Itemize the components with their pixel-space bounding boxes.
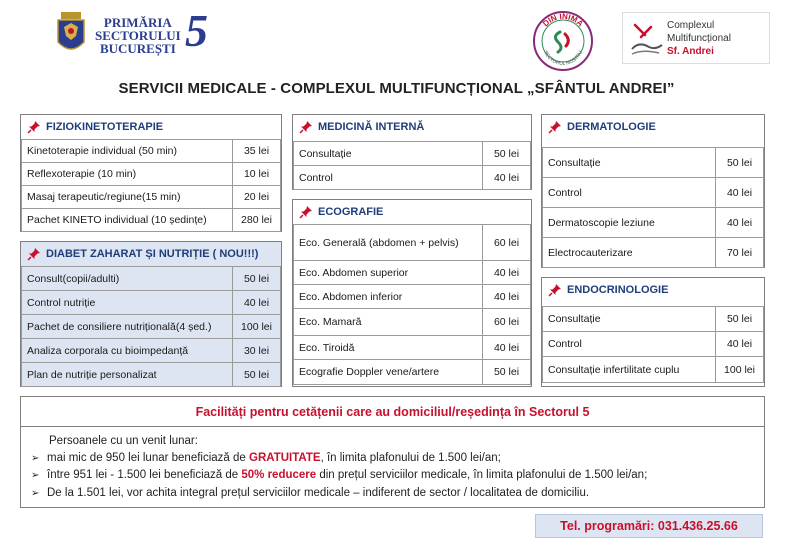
pushpin-icon bbox=[27, 120, 41, 134]
service-price: 50 lei bbox=[483, 360, 531, 385]
table-row bbox=[294, 309, 531, 336]
service-price: 40 lei bbox=[716, 178, 764, 208]
complex-logo-line3: Sf. Andrei bbox=[667, 46, 714, 57]
table-row bbox=[22, 267, 281, 291]
service-price: 100 lei bbox=[716, 357, 764, 383]
service-name: Eco. Mamară bbox=[294, 309, 483, 336]
service-price: 40 lei bbox=[716, 332, 764, 357]
table-row bbox=[543, 332, 764, 357]
table-row bbox=[22, 363, 281, 387]
primaria-logo-number: 5 bbox=[185, 5, 208, 56]
table-row bbox=[543, 238, 764, 268]
service-price: 60 lei bbox=[483, 309, 531, 336]
list-item bbox=[31, 467, 764, 485]
table-row bbox=[543, 148, 764, 178]
din-inima-emblem-icon bbox=[532, 10, 594, 72]
phone-appointments[interactable]: Tel. programări: 031.436.25.66 bbox=[535, 514, 763, 538]
service-name: Consultație bbox=[543, 307, 716, 332]
service-name: Control nutriție bbox=[22, 291, 233, 315]
complex-sf-andrei-logo bbox=[622, 12, 770, 64]
service-price: 50 lei bbox=[233, 267, 281, 291]
arrow-bullet-icon: ➢ bbox=[31, 487, 40, 499]
table-row bbox=[22, 163, 281, 186]
section-header bbox=[542, 115, 764, 139]
section-title: ECOGRAFIE bbox=[318, 206, 384, 218]
section-header bbox=[21, 242, 281, 266]
service-price: 35 lei bbox=[233, 140, 281, 163]
list-item bbox=[31, 450, 764, 468]
service-price: 70 lei bbox=[716, 238, 764, 268]
arrow-bullet-icon: ➢ bbox=[31, 470, 40, 481]
services-table bbox=[293, 141, 531, 190]
services-table bbox=[542, 306, 764, 383]
service-price: 280 lei bbox=[233, 209, 281, 232]
service-name: Pachet KINETO individual (10 ședințe) bbox=[22, 209, 233, 232]
service-name: Pachet de consiliere nutrițională(4 șed.) bbox=[22, 315, 233, 339]
section-title: DIABET ZAHARAT ȘI NUTRIȚIE ( NOU!!!) bbox=[46, 248, 259, 260]
page-title: SERVICII MEDICALE - COMPLEXUL MULTIFUNCȚIONAL „SFÂNTUL ANDREI” bbox=[118, 80, 675, 97]
service-name: Plan de nutriție personalizat bbox=[22, 363, 233, 387]
service-price: 40 lei bbox=[716, 208, 764, 238]
table-row bbox=[543, 178, 764, 208]
service-name: Dermatoscopie leziune bbox=[543, 208, 716, 238]
service-name: Analiza corporala cu bioimpedanță bbox=[22, 339, 233, 363]
service-name: Eco. Tiroidă bbox=[294, 336, 483, 360]
list-item bbox=[31, 485, 764, 503]
primaria-logo-text: PRIMĂRIA SECTORULUI BUCUREȘTI bbox=[95, 15, 181, 56]
facility-text: din prețul serviciilor medicale, în limita plafonului de 1.500 lei/an; bbox=[316, 469, 648, 481]
service-price: 50 lei bbox=[716, 148, 764, 178]
service-name: Eco. Generală (abdomen + pelvis) bbox=[294, 225, 483, 261]
table-row bbox=[294, 261, 531, 285]
table-row bbox=[543, 307, 764, 332]
section-medicina-interna bbox=[292, 114, 532, 190]
service-name: Kinetoterapie individual (50 min) bbox=[22, 140, 233, 163]
facility-highlight: 50% reducere bbox=[241, 469, 317, 481]
table-row bbox=[22, 209, 281, 232]
pushpin-icon bbox=[27, 247, 41, 261]
service-price: 40 lei bbox=[233, 291, 281, 315]
din-inima-logo bbox=[532, 10, 594, 72]
table-row bbox=[294, 166, 531, 190]
section-title: MEDICINĂ INTERNĂ bbox=[318, 121, 425, 133]
service-price: 50 lei bbox=[716, 307, 764, 332]
complex-logo-line2: Multifuncțional bbox=[667, 33, 731, 44]
pushpin-icon bbox=[548, 283, 562, 297]
table-row bbox=[294, 285, 531, 309]
facilities-title: Facilități pentru cetățenii care au domiciliul/reședința în Sectorul 5 bbox=[21, 397, 764, 427]
service-name: Control bbox=[543, 178, 716, 208]
service-name: Ecografie Doppler vene/artere bbox=[294, 360, 483, 385]
service-name: Reflexoterapie (10 min) bbox=[22, 163, 233, 186]
service-price: 40 lei bbox=[483, 261, 531, 285]
primaria-sector5-logo bbox=[55, 5, 220, 62]
facility-text: între 951 lei - 1.500 lei beneficiază de bbox=[47, 469, 242, 481]
section-endocrinologie bbox=[541, 277, 765, 387]
table-row bbox=[294, 336, 531, 360]
table-row bbox=[294, 225, 531, 261]
din-inima-top-text: DIN INIMĂ bbox=[541, 11, 585, 29]
coat-of-arms-icon bbox=[55, 10, 87, 60]
din-inima-bottom-text: SECTORUL NOSTRU bbox=[542, 49, 584, 68]
facilities-intro: Persoanele cu un venit lunar: bbox=[49, 435, 198, 447]
service-price: 60 lei bbox=[483, 225, 531, 261]
service-price: 40 lei bbox=[483, 166, 531, 190]
table-row bbox=[22, 315, 281, 339]
service-name: Masaj terapeutic/regiune(15 min) bbox=[22, 186, 233, 209]
services-table bbox=[21, 266, 281, 387]
section-ecografie bbox=[292, 199, 532, 387]
service-price: 10 lei bbox=[233, 163, 281, 186]
table-row bbox=[22, 140, 281, 163]
services-table bbox=[542, 147, 764, 268]
service-name: Control bbox=[294, 166, 483, 190]
section-header bbox=[21, 115, 281, 139]
table-row bbox=[22, 339, 281, 363]
service-price: 100 lei bbox=[233, 315, 281, 339]
table-row bbox=[22, 186, 281, 209]
pushpin-icon bbox=[299, 120, 313, 134]
table-row bbox=[22, 291, 281, 315]
table-row bbox=[294, 142, 531, 166]
section-title: DERMATOLOGIE bbox=[567, 121, 656, 133]
facility-highlight: GRATUITATE bbox=[249, 451, 321, 464]
table-row bbox=[294, 360, 531, 385]
service-price: 30 lei bbox=[233, 339, 281, 363]
facility-text: De la 1.501 lei, vor achita integral prețul serviciilor medicale – indiferent de sector / localitatea de domiciliu. bbox=[47, 486, 590, 499]
service-name: Eco. Abdomen inferior bbox=[294, 285, 483, 309]
service-price: 50 lei bbox=[233, 363, 281, 387]
hand-heart-icon bbox=[629, 19, 667, 59]
section-title: FIZIOKINETOTERAPIE bbox=[46, 121, 164, 133]
pushpin-icon bbox=[299, 205, 313, 219]
section-dermatologie bbox=[541, 114, 765, 268]
section-fiziokinetoterapie bbox=[20, 114, 282, 232]
table-row bbox=[543, 208, 764, 238]
service-name: Electrocauterizare bbox=[543, 238, 716, 268]
service-price: 40 lei bbox=[483, 285, 531, 309]
service-price: 50 lei bbox=[483, 142, 531, 166]
service-name: Consultație infertilitate cuplu bbox=[543, 357, 716, 383]
pushpin-icon bbox=[548, 120, 562, 134]
service-name: Consultație bbox=[543, 148, 716, 178]
section-diabet-nutritie bbox=[20, 241, 282, 387]
services-table bbox=[293, 224, 531, 385]
service-price: 40 lei bbox=[483, 336, 531, 360]
arrow-bullet-icon: ➢ bbox=[31, 452, 40, 464]
section-title: ENDOCRINOLOGIE bbox=[567, 284, 669, 296]
section-header bbox=[542, 278, 764, 302]
service-price: 20 lei bbox=[233, 186, 281, 209]
service-name: Consultație bbox=[294, 142, 483, 166]
service-name: Eco. Abdomen superior bbox=[294, 261, 483, 285]
services-table bbox=[21, 139, 281, 232]
facilities-panel bbox=[20, 396, 765, 508]
table-row bbox=[543, 357, 764, 383]
facilities-body bbox=[21, 427, 764, 502]
complex-logo-line1: Complexul bbox=[667, 20, 715, 31]
section-header bbox=[293, 200, 531, 224]
service-name: Consult(copii/adulti) bbox=[22, 267, 233, 291]
section-header bbox=[293, 115, 531, 139]
facility-text: mai mic de 950 lei lunar beneficiază de bbox=[47, 451, 250, 464]
service-name: Control bbox=[543, 332, 716, 357]
facility-text: , în limita plafonului de 1.500 lei/an; bbox=[320, 451, 501, 464]
